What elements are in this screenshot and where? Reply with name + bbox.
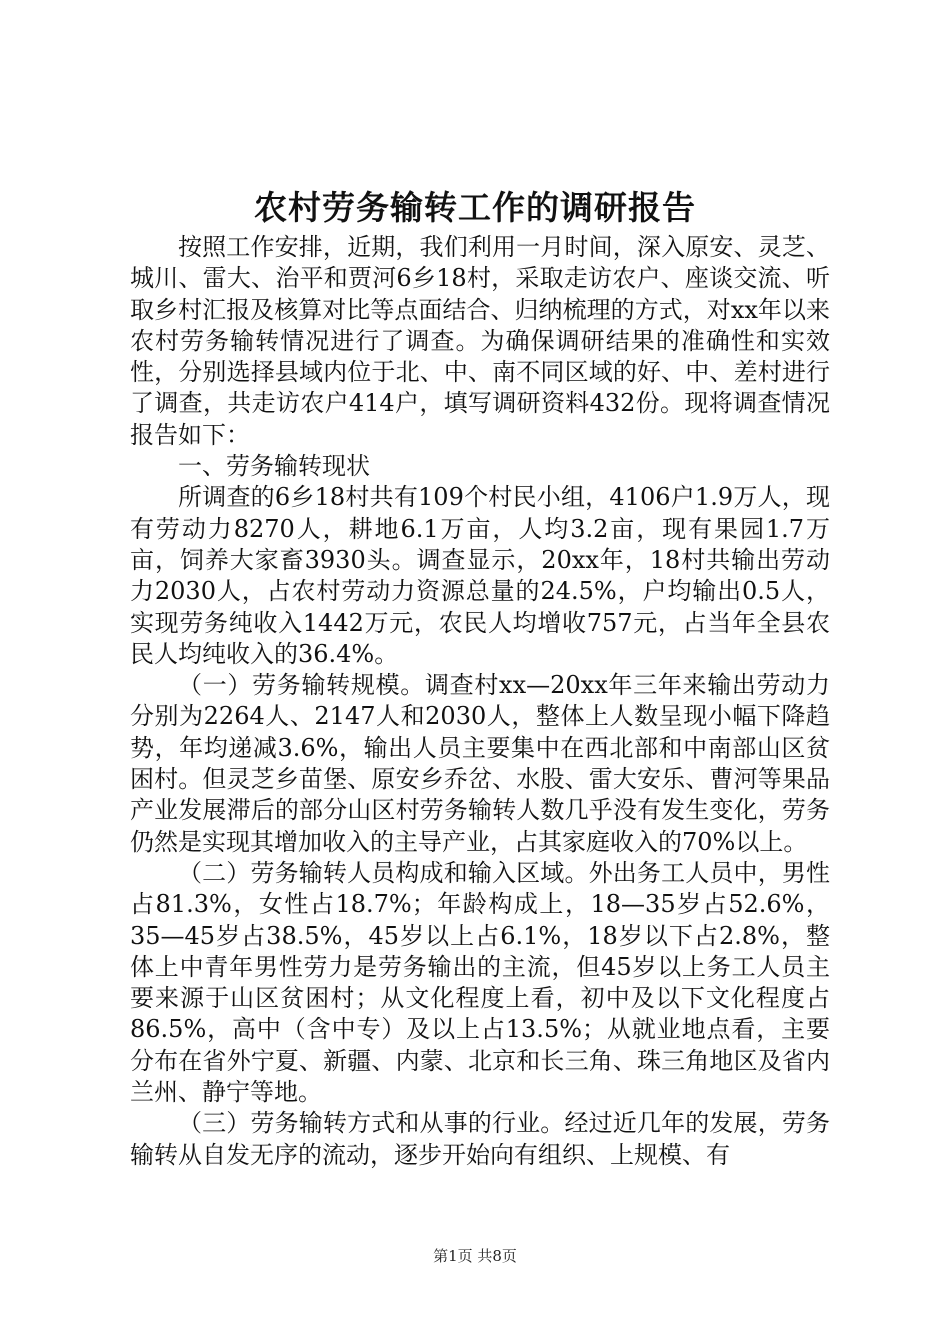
intro-paragraph: 按照工作安排，近期，我们利用一月时间，深入原安、灵芝、城川、雷大、治平和贾河6乡18村，采取走访农户、座谈交流、听取乡村汇报及核算对比等点面结合、归纳梳理的方式，对xx年以来农村劳务输转情况进行了调查。为确保调研结果的准确性和实效性，分别选择县域内位于北、中、南不同区域的好、中、差村进行了调查，共走访农户414户，填写调研资料432份。现将调查情况报告如下： xyxy=(130,233,830,449)
document-body xyxy=(130,232,830,1171)
status-paragraph: 所调查的6乡18村共有109个村民小组，4106户1.9万人，现有劳动力8270人，耕地6.1万亩，人均3.2亩，现有果园1.7万亩，饲养大家畜3930头。调查显示，20xx年，18村共输出劳动力2030人，占农村劳动力资源总量的24.5%，户均输出0.5人，实现劳务纯收入1442万元，农民人均增收757元，占当年全县农民人均纯收入的36.4%。 xyxy=(130,483,830,668)
scale-paragraph: （一）劳务输转规模。调查村xx—20xx年三年来输出劳动力分别为2264人、2147人和2030人，整体上人数呈现小幅下降趋势，年均递减3.6%，输出人员主要集中在西北部和中南部山区贫困村。但灵芝乡苗堡、原安乡乔岔、水股、雷大安乐、曹河等果品产业发展滞后的部分山区村劳务输转人数几乎没有发生变化，劳务仍然是实现其增加收入的主导产业，占其家庭收入的70%以上。 xyxy=(130,671,830,856)
document-title: 农村劳务输转工作的调研报告 xyxy=(254,188,696,227)
methods-paragraph: （三）劳务输转方式和从事的行业。经过近几年的发展，劳务输转从自发无序的流动，逐步开始向有组织、上规模、有 xyxy=(130,1109,830,1169)
page-footer: 第1页 共8页 xyxy=(433,1247,517,1265)
composition-paragraph: （二）劳务输转人员构成和输入区域。外出务工人员中，男性占81.3%，女性占18.7%；年龄构成上，18—35岁占52.6%，35—45岁占38.5%，45岁以上占6.1%，18岁以下占2.8%，整体上中青年男性劳力是劳务输出的主流，但45岁以上务工人员主要来源于山区贫困村；从文化程度上看，初中及以下文化程度占86.5%，高中（含中专）及以上占13.5%；从就业地点看，主要分布在省外宁夏、新疆、内蒙、北京和长三角、珠三角地区及省内兰州、静宁等地。 xyxy=(130,858,830,1107)
section-heading: 一、劳务输转现状 xyxy=(178,452,370,481)
